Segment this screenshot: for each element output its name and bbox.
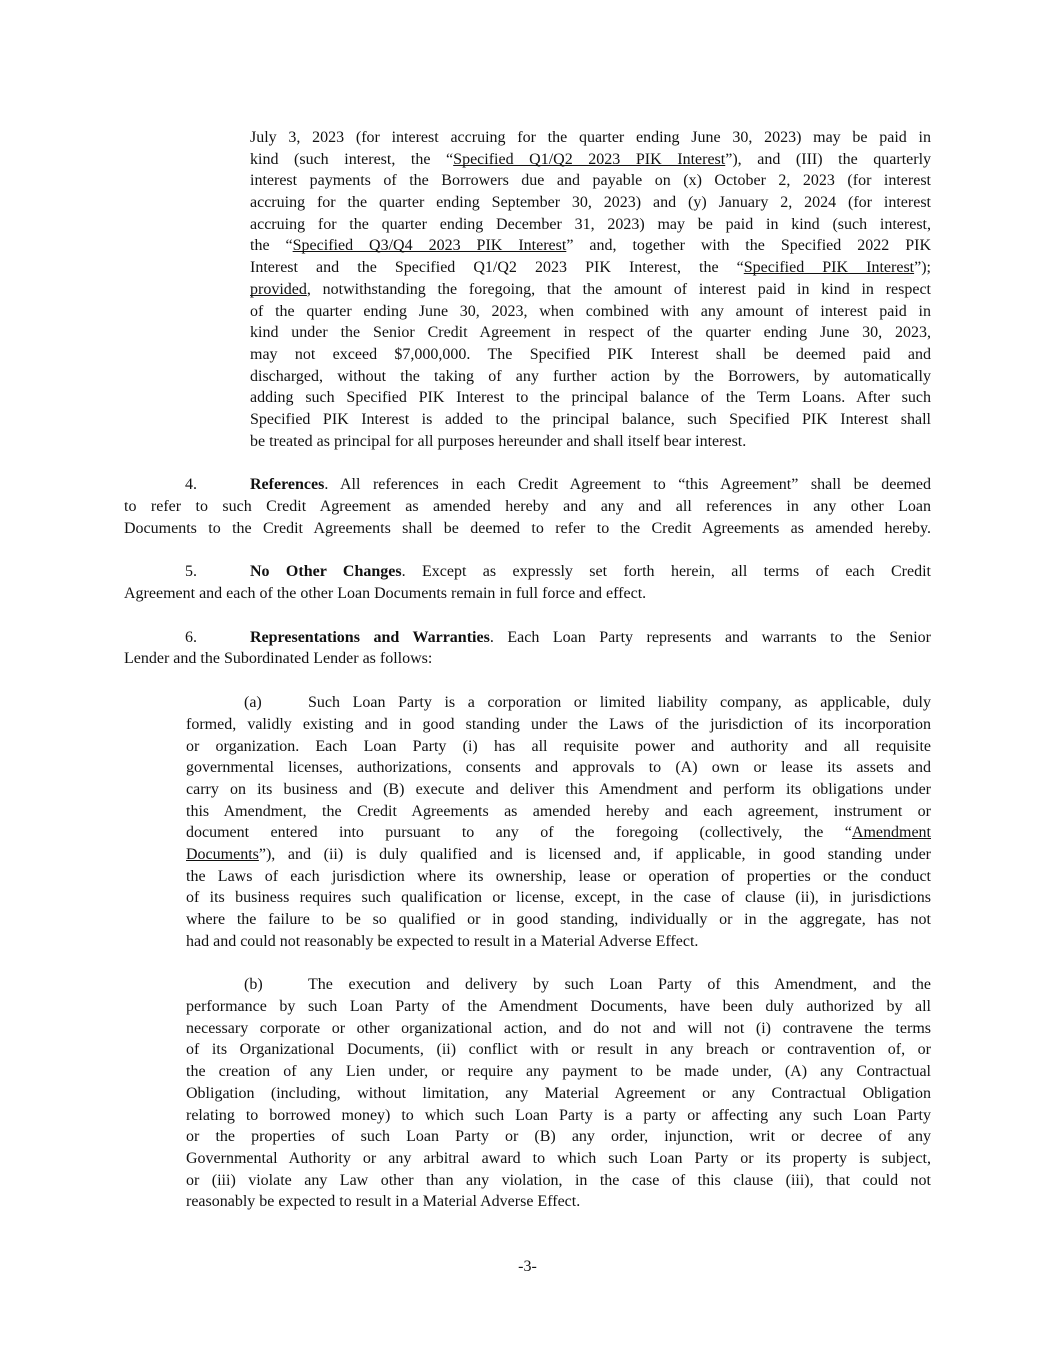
text-segment: ”); bbox=[914, 259, 931, 277]
section-heading: References bbox=[250, 476, 325, 494]
paragraph-subsection-6a bbox=[186, 692, 931, 952]
text-line bbox=[186, 757, 931, 779]
text-line bbox=[124, 648, 931, 670]
text-segment: , notwithstanding the foregoing, that the amount of interest paid in kind in respect bbox=[306, 280, 931, 298]
text-segment: Specified PIK Interest is added to the principal balance, such Specified PIK Interest shall bbox=[250, 410, 931, 428]
text-segment: The execution and delivery by such Loan Party of this Amendment, and the bbox=[308, 976, 931, 994]
text-segment: or (iii) violate any Law other than any violation, in the case of this clause (iii), that could not bbox=[186, 1171, 931, 1189]
text-segment: adding such Specified PIK Interest to the principal balance of the Term Loans. After such bbox=[250, 389, 931, 407]
text-line bbox=[186, 736, 931, 758]
text-line bbox=[186, 822, 931, 844]
text-segment: the creation of any Lien under, or require any payment to be made under, (A) any Contractual bbox=[186, 1063, 931, 1081]
text-segment: 5. bbox=[185, 563, 197, 581]
text-segment: accruing for the quarter ending December 31, 2023) may be paid in kind (such interest, bbox=[250, 215, 931, 233]
text-line bbox=[250, 257, 931, 279]
text-line bbox=[186, 692, 931, 714]
text-line bbox=[186, 1148, 931, 1170]
text-segment: interest payments of the Borrowers due and payable on (x) October 2, 2023 (for interest bbox=[250, 172, 931, 190]
paragraph-pik-interest-block-quote bbox=[250, 127, 931, 452]
text-line bbox=[186, 909, 931, 931]
text-segment: where the failure to be so qualified or in good standing, individually or in the aggregate, has not bbox=[186, 911, 931, 928]
text-segment: ”), and (III) the quarterly bbox=[725, 150, 931, 168]
text-segment: . All references in each Credit Agreement to “this Agreement” shall be deemed bbox=[324, 476, 931, 494]
paragraph-section-6-representations-and-warranties bbox=[124, 627, 931, 670]
text-segment: Obligation (including, without limitation, any Material Agreement or any Contractual Obligation bbox=[186, 1084, 931, 1102]
underlined-term: provided bbox=[250, 280, 307, 298]
text-line bbox=[124, 627, 931, 649]
text-line bbox=[186, 866, 931, 888]
underlined-term: Specified PIK Interest bbox=[743, 259, 915, 277]
text-segment: necessary corporate or other organizational action, and do not and will not (i) contravene the terms bbox=[186, 1019, 931, 1037]
text-line bbox=[124, 496, 931, 518]
text-segment: . Except as expressly set forth herein, all terms of each Credit bbox=[401, 563, 931, 581]
underlined-term: Specified Q1/Q2 2023 PIK Interest bbox=[453, 150, 726, 168]
text-line bbox=[124, 561, 931, 583]
text-line bbox=[250, 387, 931, 409]
text-line bbox=[250, 170, 931, 192]
text-segment: the “ bbox=[250, 237, 293, 255]
text-line bbox=[124, 474, 931, 496]
text-line bbox=[250, 192, 931, 214]
text-segment: Governmental Authority or any arbitral award to which such Loan Party or its property is subject, bbox=[186, 1149, 931, 1167]
text-line bbox=[250, 235, 931, 257]
text-line bbox=[186, 1018, 931, 1040]
text-segment: discharged, without the taking of any further action by the Borrowers, by automatically bbox=[250, 367, 931, 385]
text-segment: of the quarter ending June 30, 2023, when combined with any amount of interest paid in bbox=[250, 302, 931, 320]
text-segment: 4. bbox=[185, 476, 197, 494]
text-line bbox=[186, 1083, 931, 1105]
text-segment: Interest and the Specified Q1/Q2 2023 PIK Interest, the “ bbox=[250, 259, 744, 277]
text-line bbox=[186, 887, 931, 909]
page-number: -3- bbox=[518, 1258, 537, 1275]
text-segment: or the properties of such Loan Party or (B) any order, injunction, writ or decree of any bbox=[186, 1128, 931, 1146]
text-segment: Such Loan Party is a corporation or limited liability company, as applicable, duly bbox=[308, 694, 931, 712]
text-line bbox=[186, 1039, 931, 1061]
text-line bbox=[186, 974, 931, 996]
text-line bbox=[186, 1191, 931, 1213]
text-segment: this Amendment, the Credit Agreements as amended hereby and each agreement, instrument or bbox=[186, 802, 931, 820]
text-line bbox=[186, 714, 931, 736]
text-segment: to refer to such Credit Agreement as amended hereby and any and all references in any other Loan bbox=[124, 498, 931, 515]
text-segment: (b) bbox=[244, 976, 263, 994]
underlined-term: Documents bbox=[186, 845, 259, 863]
section-heading: No Other Changes bbox=[250, 563, 402, 581]
text-line bbox=[250, 431, 931, 453]
text-segment: performance by such Loan Party of the Amendment Documents, have been duly authorized by all bbox=[186, 998, 931, 1016]
text-line bbox=[186, 844, 931, 866]
text-segment: ”), and (ii) is duly qualified and is licensed and, if applicable, in good standing under bbox=[258, 845, 931, 863]
text-line bbox=[250, 301, 931, 323]
text-line bbox=[186, 996, 931, 1018]
text-segment: . Each Loan Party represents and warrants to the Senior bbox=[489, 628, 931, 646]
text-segment: of its business requires such qualification or license, except, in the case of clause (ii), in jurisdictions bbox=[186, 889, 931, 907]
text-segment: carry on its business and (B) execute and deliver this Amendment and perform its obligations under bbox=[186, 780, 931, 798]
text-line bbox=[124, 518, 931, 540]
text-segment: (a) bbox=[244, 694, 262, 712]
text-line bbox=[250, 409, 931, 431]
text-line bbox=[186, 1061, 931, 1083]
paragraph-section-5-no-other-changes bbox=[124, 561, 931, 604]
text-segment: July 3, 2023 (for interest accruing for the quarter ending June 30, 2023) may be paid in bbox=[250, 129, 931, 146]
text-line bbox=[124, 583, 931, 605]
text-segment: of its Organizational Documents, (ii) conflict with or result in any breach or contravention of, or bbox=[186, 1041, 931, 1059]
text-segment: reasonably be expected to result in a Material Adverse Effect. bbox=[186, 1193, 581, 1211]
paragraph-subsection-6b bbox=[186, 974, 931, 1213]
text-line bbox=[186, 1105, 931, 1127]
text-line bbox=[250, 149, 931, 171]
text-segment: 6. bbox=[185, 628, 197, 646]
text-line bbox=[186, 801, 931, 823]
text-segment: relating to borrowed money) to which such Loan Party is a party or affecting any such Loan Party bbox=[186, 1106, 931, 1124]
text-segment: Documents to the Credit Agreements shall be deemed to refer to the Credit Agreements as amended hereby. bbox=[124, 519, 931, 537]
text-line bbox=[186, 1170, 931, 1192]
underlined-term: Amendment bbox=[851, 824, 931, 842]
section-heading: Representations and Warranties bbox=[250, 628, 490, 646]
text-line bbox=[250, 279, 931, 301]
text-segment: may not exceed $7,000,000. The Specified PIK Interest shall be deemed paid and bbox=[250, 345, 931, 363]
text-segment: document entered into pursuant to any of the foregoing (collectively, the “ bbox=[186, 824, 852, 842]
text-line bbox=[250, 366, 931, 388]
text-line bbox=[186, 931, 931, 953]
text-segment: ” and, together with the Specified 2022 PIK bbox=[566, 237, 931, 255]
text-segment: governmental licenses, authorizations, consents and approvals to (A) own or lease its assets and bbox=[186, 759, 931, 777]
text-segment: Agreement and each of the other Loan Documents remain in full force and effect. bbox=[124, 585, 647, 603]
text-segment: be treated as principal for all purposes hereunder and shall itself bear interest. bbox=[250, 432, 747, 450]
paragraph-section-4-references bbox=[124, 474, 931, 539]
text-segment: formed, validly existing and in good standing under the Laws of the jurisdiction of its incorporation bbox=[186, 715, 931, 733]
text-line bbox=[250, 127, 931, 149]
text-line bbox=[250, 344, 931, 366]
text-segment: or organization. Each Loan Party (i) has all requisite power and authority and all requisite bbox=[186, 737, 931, 755]
text-segment: Lender and the Subordinated Lender as follows: bbox=[124, 650, 433, 668]
text-line bbox=[186, 1126, 931, 1148]
text-segment: accruing for the quarter ending September 30, 2023) and (y) January 2, 2024 (for interest bbox=[250, 194, 931, 212]
text-segment: the Laws of each jurisdiction where its ownership, lease or operation of properties or the conduct bbox=[186, 867, 931, 885]
text-line bbox=[186, 779, 931, 801]
text-line bbox=[250, 214, 931, 236]
text-segment: kind (such interest, the “ bbox=[250, 150, 454, 168]
text-segment: kind under the Senior Credit Agreement in respect of the quarter ending June 30, 2023, bbox=[250, 324, 931, 342]
underlined-term: Specified Q3/Q4 2023 PIK Interest bbox=[292, 237, 567, 255]
text-line bbox=[250, 322, 931, 344]
text-segment: had and could not reasonably be expected to result in a Material Adverse Effect. bbox=[186, 932, 699, 950]
